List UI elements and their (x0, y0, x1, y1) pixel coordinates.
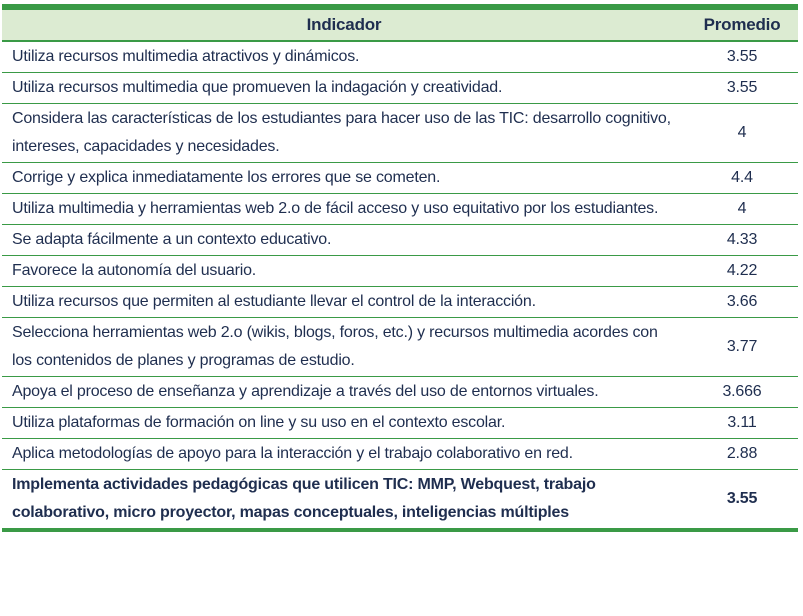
table-row (2, 287, 798, 318)
indicator-cell: Selecciona herramientas web 2.o (wikis, blogs, foros, etc.) y recursos multimedia acordes con los contenidos de planes y programas de estudio. (2, 318, 686, 377)
promedio-cell: 4.22 (686, 256, 798, 287)
indicator-cell: Favorece la autonomía del usuario. (2, 256, 686, 287)
promedio-cell: 4.4 (686, 163, 798, 194)
table-row (2, 104, 798, 163)
table-row (2, 256, 798, 287)
promedio-cell: 3.55 (726, 490, 758, 507)
promedio-cell: 4.33 (686, 225, 798, 256)
promedio-cell: 3.55 (686, 41, 798, 73)
table-row (2, 194, 798, 225)
indicator-cell: Corrige y explica inmediatamente los errores que se cometen. (2, 163, 686, 194)
table-row (2, 408, 798, 439)
indicator-cell: Utiliza plataformas de formación on line y su uso en el contexto escolar. (2, 408, 686, 439)
promedio-cell: 3.11 (686, 408, 798, 439)
promedio-cell: 3.666 (686, 377, 798, 408)
indicator-cell: Utiliza multimedia y herramientas web 2.o de fácil acceso y uso equitativo por los estudiantes. (2, 194, 686, 225)
table-body (2, 41, 798, 530)
indicator-cell: Considera las características de los estudiantes para hacer uso de las TIC: desarrollo cognitivo, intereses, capacidades y necesidades. (2, 104, 686, 163)
header-row (2, 7, 798, 41)
table-row (2, 439, 798, 470)
promedio-cell: 3.55 (686, 73, 798, 104)
indicator-cell: Utiliza recursos multimedia que promueven la indagación y creatividad. (2, 73, 686, 104)
table-row (2, 163, 798, 194)
column-header-promedio: Promedio (686, 7, 798, 41)
indicator-cell: Implementa actividades pedagógicas que utilicen TIC: MMP, Webquest, trabajo colaborativo, micro proyector, mapas conceptuales, inteligencias múltiples (12, 476, 596, 521)
indicator-cell: Utiliza recursos que permiten al estudiante llevar el control de la interacción. (2, 287, 686, 318)
table-header (2, 7, 798, 41)
indicator-cell: Apoya el proceso de enseñanza y aprendizaje a través del uso de entornos virtuales. (2, 377, 686, 408)
table-row (2, 73, 798, 104)
promedio-cell: 3.66 (686, 287, 798, 318)
table-row (2, 318, 798, 377)
indicator-cell: Utiliza recursos multimedia atractivos y dinámicos. (2, 41, 686, 73)
table-row (2, 470, 798, 531)
promedio-cell: 4 (686, 104, 798, 163)
table-row (2, 225, 798, 256)
table-row (2, 41, 798, 73)
promedio-cell: 4 (686, 194, 798, 225)
promedio-cell: 2.88 (686, 439, 798, 470)
table-row (2, 377, 798, 408)
indicator-cell: Aplica metodologías de apoyo para la interacción y el trabajo colaborativo en red. (2, 439, 686, 470)
promedio-cell: 3.77 (686, 318, 798, 377)
column-header-indicador: Indicador (2, 7, 686, 41)
indicator-cell: Se adapta fácilmente a un contexto educativo. (2, 225, 686, 256)
indicators-table (2, 4, 798, 532)
